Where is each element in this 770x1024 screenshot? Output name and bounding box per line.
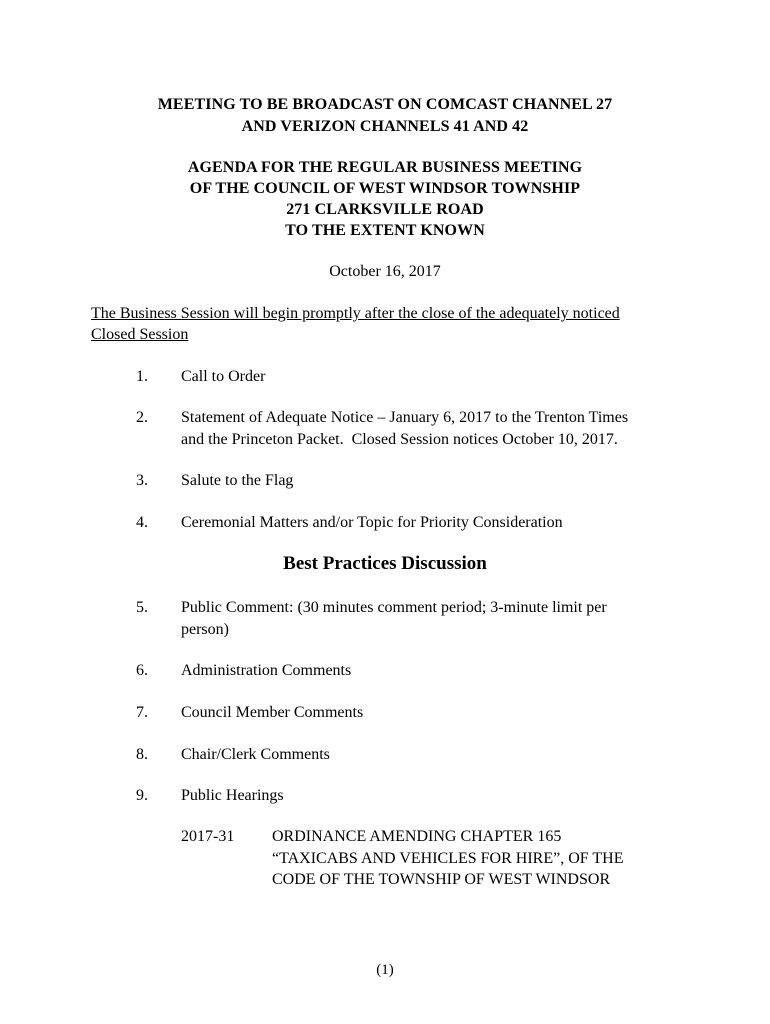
agenda-title-line-4: TO THE EXTENT KNOWN [285, 222, 485, 239]
item-text: Council Member Comments [181, 704, 364, 721]
item-number: 6. [136, 662, 148, 679]
item-number: 7. [136, 704, 148, 721]
item-number: 9. [136, 787, 148, 804]
item-text: Call to Order [181, 368, 266, 385]
item-number: 1. [136, 368, 148, 385]
item-text: Administration Comments [181, 662, 352, 679]
item-text: person) [181, 621, 229, 638]
item-text: Salute to the Flag [181, 472, 294, 489]
item-number: 5. [136, 599, 148, 616]
page-number: (1) [376, 962, 394, 978]
section-heading: Best Practices Discussion [283, 553, 487, 574]
broadcast-line-1: MEETING TO BE BROADCAST ON COMCAST CHANNEL 27 [157, 96, 613, 113]
meeting-date: October 16, 2017 [329, 263, 441, 280]
item-text: and the Princeton Packet. Closed Session notices October 10, 2017. [181, 431, 618, 448]
ordinance-text: ORDINANCE AMENDING CHAPTER 165 [272, 828, 562, 845]
item-number: 3. [136, 472, 148, 489]
agenda-title-line-2: OF THE COUNCIL OF WEST WINDSOR TOWNSHIP [189, 180, 581, 197]
session-note-line-2: Closed Session [91, 326, 189, 343]
item-text: Chair/Clerk Comments [181, 746, 330, 763]
ordinance-number: 2017-31 [181, 828, 235, 845]
session-note-line-1: The Business Session will begin promptly after the close of the adequately noticed [91, 305, 620, 322]
agenda-title-line-3: 271 CLARKSVILLE ROAD [286, 201, 484, 218]
item-number: 4. [136, 514, 148, 531]
item-text: Public Hearings [181, 787, 284, 804]
broadcast-line-2: AND VERIZON CHANNELS 41 AND 42 [241, 118, 529, 135]
ordinance-text: CODE OF THE TOWNSHIP OF WEST WINDSOR [272, 871, 611, 888]
agenda-title-line-1: AGENDA FOR THE REGULAR BUSINESS MEETING [187, 159, 583, 176]
item-number: 2. [136, 409, 148, 426]
item-number: 8. [136, 746, 148, 763]
item-text: Statement of Adequate Notice – January 6, 2017 to the Trenton Times [181, 409, 629, 426]
item-text: Public Comment: (30 minutes comment period; 3-minute limit per [181, 599, 607, 616]
item-text: Ceremonial Matters and/or Topic for Priority Consideration [181, 514, 563, 531]
ordinance-text: “TAXICABS AND VEHICLES FOR HIRE”, OF THE [272, 850, 624, 867]
